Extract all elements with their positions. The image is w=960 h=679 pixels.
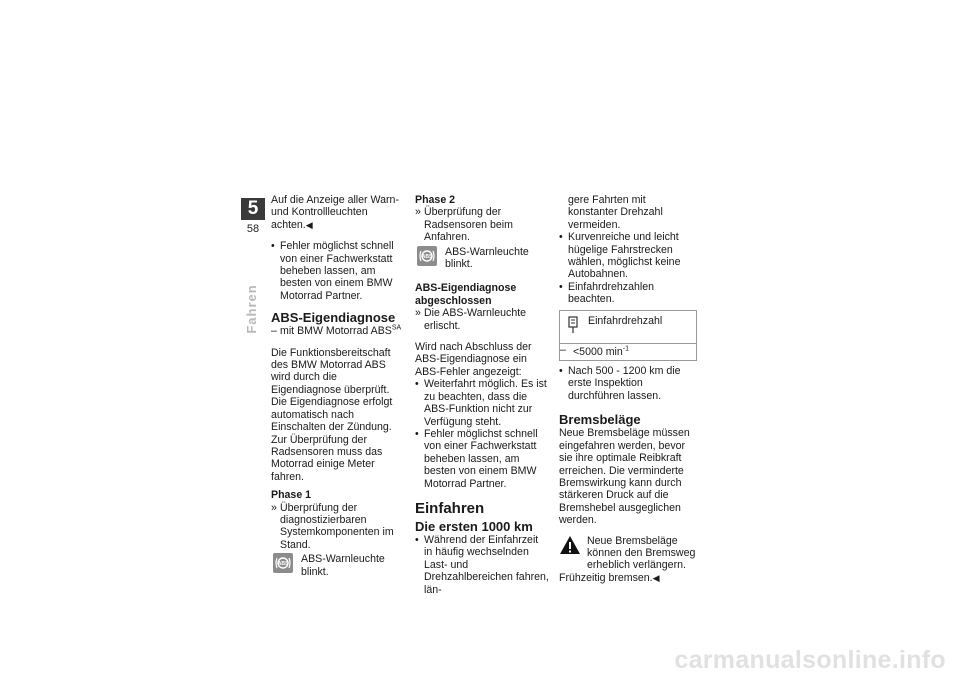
subheading-1000km: Die ersten 1000 km (415, 518, 533, 534)
section-heading-brems: Bremsbeläge (559, 412, 641, 428)
intro-paragraph: Auf die Anzeige aller Warn- und Kontrollleuchten achten.◀ (271, 194, 399, 231)
column-1 (271, 194, 405, 578)
abs-warning-light-icon (417, 246, 437, 266)
sa-line: – mit BMW Motorrad $ABS^{SA}$ (271, 325, 405, 337)
watermark: carmanualsonline.info (674, 646, 946, 674)
bullet-item: • Während der Einfahrzeit in häufig wechselnden Last- und Drehzahlbereichen fahren, län- (415, 534, 549, 596)
bullet-item: • Einfahrdrehzahlen beachten. (559, 281, 697, 306)
error-intro: Wird nach Abschluss der ABS-Eigendiagnose ein ABS-Fehler angezeigt: (415, 341, 532, 378)
brems-description: Neue Bremsbeläge müssen eingefahren werden, bevor sie ihre optimale Reibkraft erreichen. Die verminderte Bremswirkung kann durch stärkeren Druck auf die Bremshebel ausgeglichen werden. (559, 427, 690, 527)
bullet-item: • Nach 500 - 1200 km die erste Inspektion durchführen lassen. (559, 365, 697, 402)
continued-text: gere Fahrten mit konstanter Drehzahl vermeiden. (568, 194, 663, 231)
phase1-action: » Überprüfung der diagnostizierbaren Systemkomponenten im Stand. (271, 502, 405, 552)
section-heading-abs: ABS-Eigendiagnose (271, 310, 396, 326)
warning-triangle-icon (559, 535, 581, 555)
phase2-indicator: ABS ABS-Warnleuchte blinkt. (415, 246, 549, 271)
diagnosis-complete-action: » Die ABS-Warnleuchte erlischt. (415, 307, 549, 332)
column-3 (559, 194, 697, 584)
diagnosis-complete-heading: ABS-Eigendiagnose abgeschlossen (415, 282, 517, 307)
page-number: 58 (246, 223, 260, 235)
warning-action: Frühzeitig bremsen.◀ (559, 571, 660, 584)
abs-warning-light-icon (273, 553, 293, 573)
rpm-table-header (560, 311, 696, 343)
end-marker-icon: ◀ (652, 572, 660, 583)
bullet-item: • Fehler möglichst schnell von einer Fachwerkstatt beheben lassen, am besten von einem BMW Motorrad Partner. (415, 428, 549, 490)
column-2 (415, 194, 549, 596)
rpm-table-label: Einfahrdrehzahl (588, 314, 663, 327)
section-heading-einfahren: Einfahren (415, 499, 485, 517)
abs-description: Die Funktionsbereitschaft des BMW Motorrad ABS wird durch die Eigendiagnose überprüft. Die Eigendiagnose erfolgt automatisch nach Einschalten der Zündung. Zur Überprüfung der Radsensoren muss das Motorrad einige Meter fahren. (271, 346, 393, 483)
engine-speed-icon (566, 315, 580, 335)
warning-text: Neue Bremsbeläge können den Bremsweg erheblich verlängern. (587, 534, 696, 572)
phase1-heading: Phase 1 (271, 489, 312, 502)
chapter-number: 5 (241, 198, 265, 220)
phase2-heading: Phase 2 (415, 194, 456, 206)
bullet-item: • Kurvenreiche und leicht hügelige Fahrstrecken wählen, möglichst keine Autobahnen. (559, 231, 697, 281)
svg-text:ABS: ABS (421, 253, 433, 260)
phase1-indicator: ABS ABS-Warnleuchte blinkt. (271, 553, 405, 578)
chapter-side-label: Fahren (244, 284, 259, 334)
warning-note (559, 535, 697, 585)
phase2-action: » Überprüfung der Radsensoren beim Anfahren. (415, 206, 549, 243)
chapter-tab (241, 198, 265, 238)
bullet-item: • Fehler möglichst schnell von einer Fachwerkstatt beheben lassen, am besten von einem BMW Motorrad Partner. (271, 240, 405, 302)
end-marker-icon: ◀ (305, 219, 313, 230)
rpm-table-value: – <5000 $\min^{-1}$ (560, 343, 696, 360)
bullet-item: • Weiterfahrt möglich. Es ist zu beachten, dass die ABS-Funktion nicht zur Verfügung steht. (415, 378, 549, 428)
rpm-table (559, 310, 697, 361)
svg-text:ABS: ABS (277, 561, 289, 568)
